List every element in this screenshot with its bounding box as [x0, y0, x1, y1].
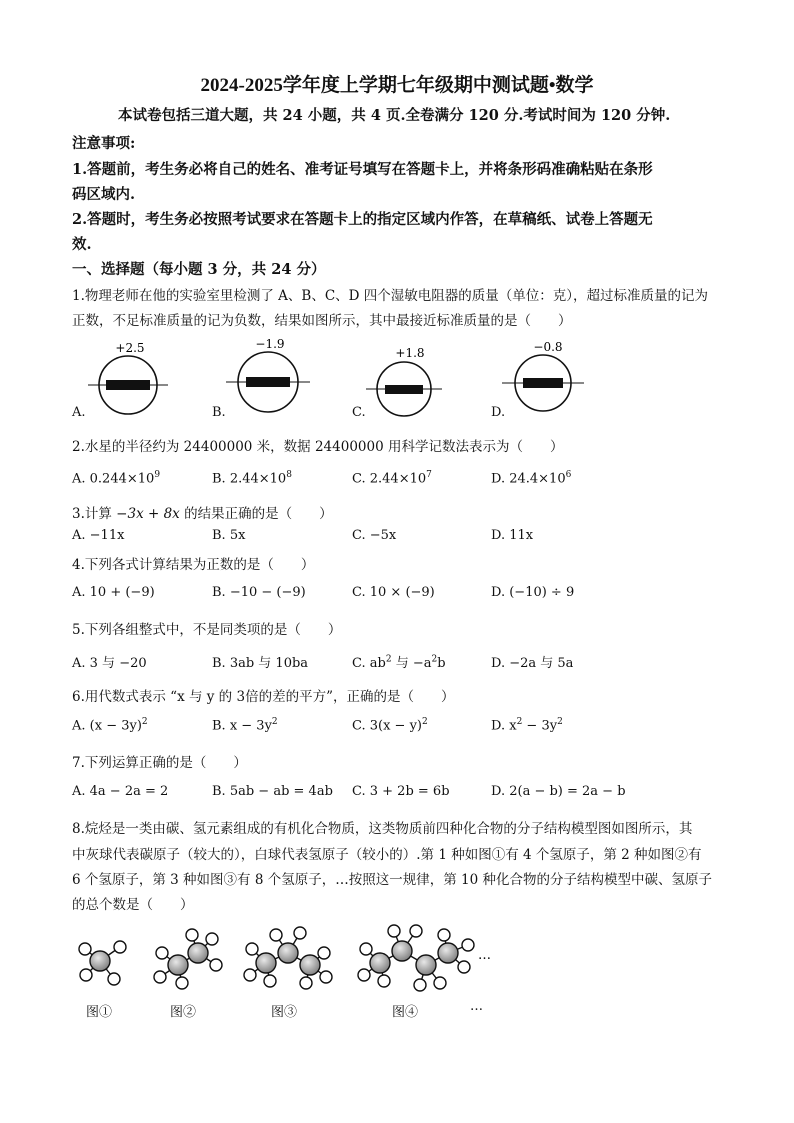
figure-1-label: 图①: [86, 1005, 113, 1020]
resistor-c-value: +1.8: [395, 346, 425, 360]
q1-option-d: D.: [491, 405, 506, 420]
resistor-b-value: −1.9: [255, 337, 285, 351]
q1-option-a: A.: [72, 405, 86, 420]
resistor-a-value: +2.5: [115, 341, 145, 355]
q8-molecule-figures: [0, 915, 794, 995]
q5-stem: 5.下列各组整式中，不是同类项的是（ ）: [72, 622, 342, 638]
q1-line-2: 正数，不足标准质量的记为负数，结果如图所示，其中最接近标准质量的是（ ）: [72, 313, 572, 329]
resistor-c: [366, 346, 442, 416]
figure-ellipsis: …: [470, 999, 483, 1014]
note-2-line-2: 效.: [72, 236, 92, 253]
figure-2-label: 图②: [170, 1005, 197, 1020]
q3-option-d: D. 11x: [491, 528, 534, 543]
q3-option-c: C. −5x: [352, 528, 397, 543]
q5-option-a: A. 3 与 −20: [72, 656, 147, 671]
q6-option-c: C. $3(x - y)^2$: [352, 717, 428, 734]
q8-line-3: 6 个氢原子，第 3 种如图③有 8 个氢原子，…按照这一规律，第 10 种化合物的分子结构模型中碳、氢原子: [72, 872, 712, 888]
q7-option-c: C. 3 + 2b = 6b: [352, 784, 450, 799]
molecule-3: [244, 927, 332, 989]
page-title: 2024-2025学年度上学期七年级期中测试题•数学: [200, 75, 594, 96]
q4-option-d: D. (−10) ÷ 9: [491, 585, 575, 600]
resistor-b: [226, 337, 310, 412]
resistor-d-value: −0.8: [533, 340, 563, 354]
q4-option-b: B. −10 − (−9): [212, 585, 306, 600]
q5-option-d: D. −2a 与 5a: [491, 656, 574, 671]
figure-4-label: 图④: [392, 1005, 419, 1020]
exam-intro: 本试卷包括三道大题，共 24 小题，共 4 页.全卷满分 120 分.考试时间为 120 分钟.: [118, 107, 671, 124]
q2-option-a: A. $0.244\times 10^9$: [72, 470, 161, 487]
molecule-4: [358, 925, 474, 991]
section-heading: 一、选择题（每小题 3 分，共 24 分）: [72, 261, 326, 278]
q1-option-c: C.: [352, 405, 366, 420]
q8-line-1: 8.烷烃是一类由碳、氢元素组成的有机化合物质，这类物质前四种化合物的分子结构模型图如图所示，其: [72, 821, 693, 837]
q1-resistor-figures: [0, 335, 794, 425]
molecule-1: [79, 941, 126, 985]
note-1-line-2: 码区域内.: [72, 186, 136, 203]
q7-option-a: A. 4a − 2a = 2: [72, 784, 169, 799]
q4-stem: 4.下列各式计算结果为正数的是（ ）: [72, 557, 315, 573]
q2-stem: 2.水星的半径约为 24400000 米，数据 24400000 用科学记数法表示为（ ）: [72, 439, 564, 455]
q2-option-c: C. $2.44\times 10^7$: [352, 470, 432, 487]
figure-3-label: 图③: [271, 1005, 298, 1020]
q3-option-b: B. 5x: [212, 528, 246, 543]
note-1-line-1: 1.答题前，考生务必将自己的姓名、准考证号填写在答题卡上，并将条形码准确粘贴在条形: [72, 161, 653, 178]
q6-option-b: B. $x - 3y^2$: [212, 717, 278, 734]
q8-line-2: 中灰球代表碳原子（较大的），白球代表氢原子（较小的）.第 1 种如图①有 4 个氢原子，第 2 种如图②有: [72, 847, 702, 863]
q8-line-4: 的总个数是（ ）: [72, 897, 194, 913]
q7-option-d: D. 2(a − b) = 2a − b: [491, 784, 626, 799]
q1-line-1: 1.物理老师在他的实验室里检测了 A、B、C、D 四个湿敏电阻器的质量（单位：克），超过标准质量的记为: [72, 288, 709, 304]
q3-stem: 3.计算 −3x + 8x 的结果正确的是（ ）: [72, 506, 333, 522]
q3-option-a: A. −11x: [72, 528, 125, 543]
q7-option-b: B. 5ab − ab = 4ab: [212, 784, 333, 799]
q4-option-a: A. 10 + (−9): [72, 585, 155, 600]
q4-option-c: C. 10 × (−9): [352, 585, 435, 600]
q1-option-b: B.: [212, 405, 226, 420]
notes-heading: 注意事项:: [72, 135, 136, 152]
q2-option-d: D. $24.4\times 10^6$: [491, 470, 572, 487]
q2-option-b: B. $2.44\times 10^8$: [212, 470, 292, 487]
resistor-a: [88, 341, 168, 414]
q6-option-a: A. $(x - 3y)^2$: [72, 717, 148, 734]
q5-option-b: B. 3ab 与 10ba: [212, 656, 309, 671]
resistor-d: [502, 340, 584, 411]
q5-option-c: C. $ab^2$ 与 $-a^2b$: [352, 654, 446, 671]
molecule-2: [154, 929, 222, 989]
q6-option-d: D. $x^2 - 3y^2$: [491, 717, 563, 734]
q7-stem: 7.下列运算正确的是（ ）: [72, 755, 247, 771]
molecule-ellipsis: …: [478, 948, 491, 963]
note-2-line-1: 2.答题时，考生务必按照考试要求在答题卡上的指定区域内作答，在草稿纸、试卷上答题无: [72, 211, 653, 228]
q6-stem: 6.用代数式表示 “x 与 y 的 3倍的差的平方”，正确的是（ ）: [72, 689, 455, 705]
